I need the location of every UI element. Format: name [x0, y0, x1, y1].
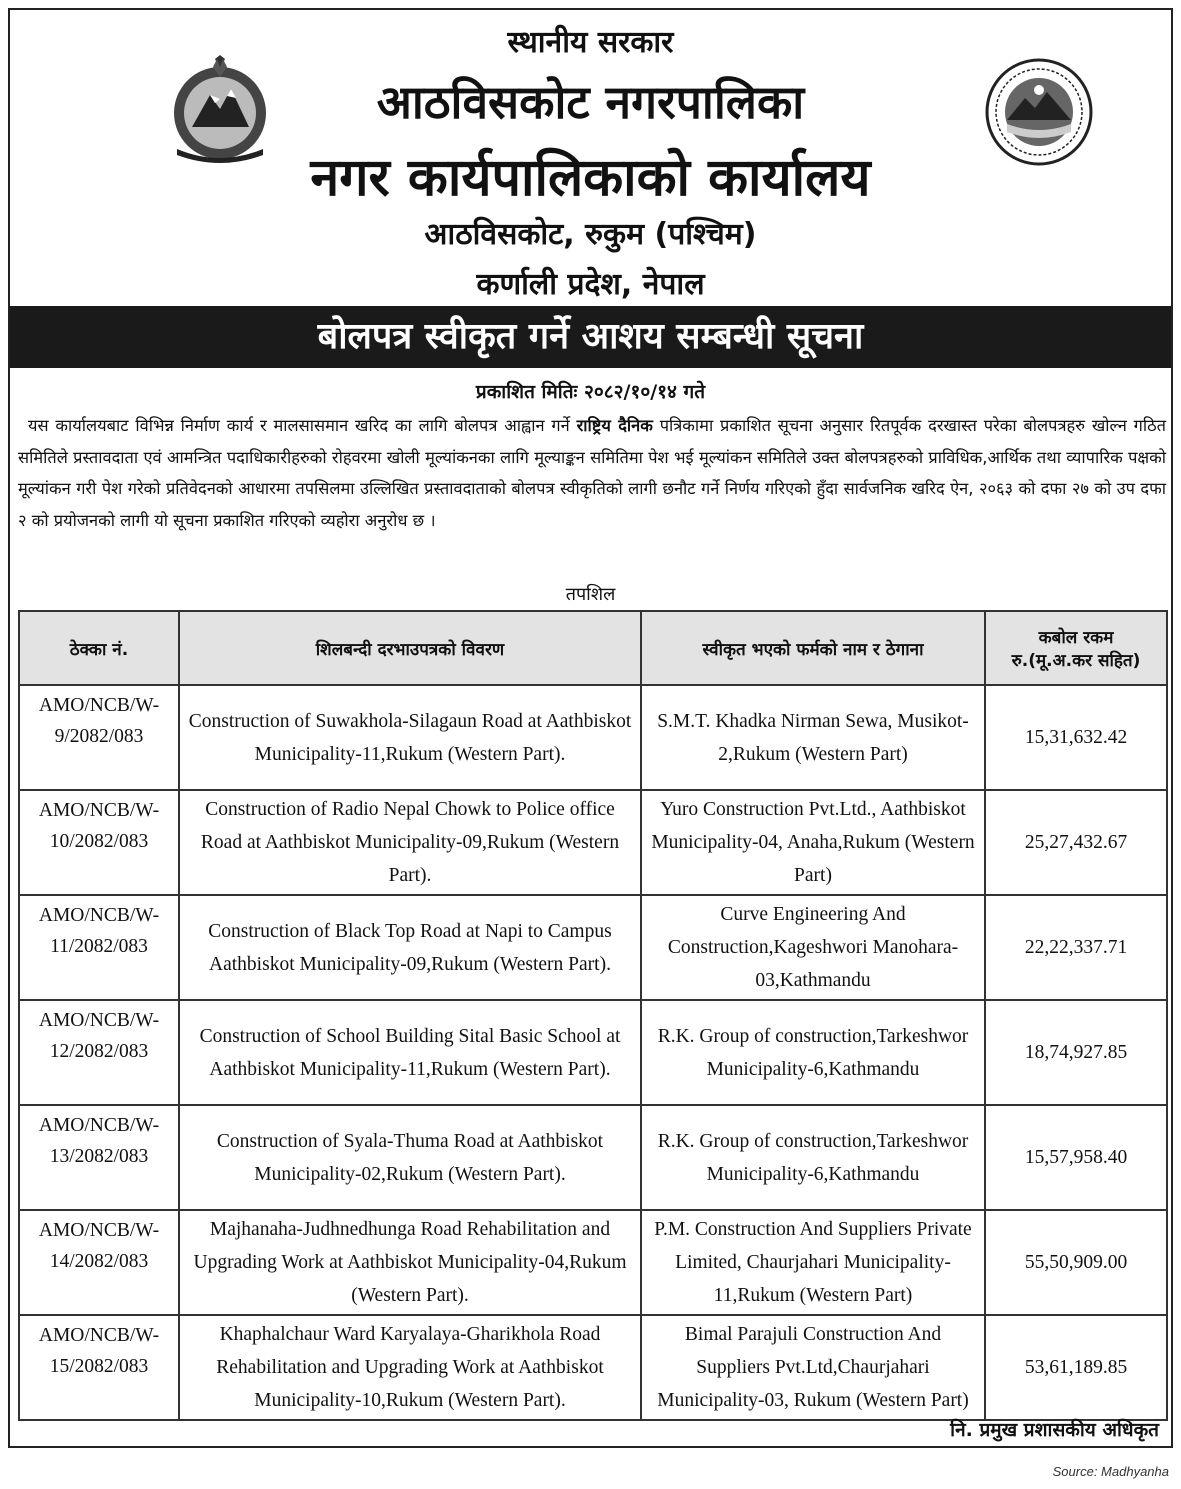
signatory-title: नि. प्रमुख प्रशासकीय अधिकृत	[950, 1419, 1159, 1441]
table-row	[19, 1105, 1167, 1210]
header-amount	[985, 611, 1167, 685]
table-header-row	[19, 611, 1167, 685]
notice-body-newspaper: राष्ट्रिय दैनिक	[576, 416, 653, 435]
cell-description: Construction of Syala-Thuma Road at Aathbiskot Municipality-02,Rukum (Western Part).	[179, 1105, 641, 1210]
cell-amount: 15,57,958.40	[985, 1105, 1167, 1210]
cell-description: Construction of School Building Sital Basic School at Aathbiskot Municipality-11,Rukum (Western Part).	[179, 1000, 641, 1105]
cell-contract-no: AMO/NCB/W-14/2082/083	[19, 1210, 179, 1315]
cell-description: Khaphalchaur Ward Karyalaya-Gharikhola Road Rehabilitation and Upgrading Work at Aathbiskot Municipality-10,Rukum (Western Part).	[179, 1315, 641, 1420]
table-row	[19, 1000, 1167, 1105]
cell-amount: 53,61,189.85	[985, 1315, 1167, 1420]
table-row	[19, 895, 1167, 1000]
cell-contract-no: AMO/NCB/W-13/2082/083	[19, 1105, 179, 1210]
cell-amount: 22,22,337.71	[985, 895, 1167, 1000]
header-amount-line1: कबोल रकम	[1038, 628, 1114, 648]
header-description: शिलबन्दी दरभाउपत्रको विवरण	[179, 611, 641, 685]
header-contract-no: ठेक्का नं.	[19, 611, 179, 685]
cell-contract-no: AMO/NCB/W-15/2082/083	[19, 1315, 179, 1420]
cell-firm: R.K. Group of construction,Tarkeshwor Municipality-6,Kathmandu	[641, 1105, 985, 1210]
notice-body-part1: यस कार्यालयबाट विभिन्न निर्माण कार्य र मालसासमान खरिद का लागि बोलपत्र आह्वान गर्ने	[28, 416, 577, 435]
cell-description: Construction of Suwakhola-Silagaun Road at Aathbiskot Municipality-11,Rukum (Western Part).	[179, 685, 641, 790]
published-date: प्रकाशित मितिः २०८२/१०/१४ गते	[475, 381, 706, 403]
header-address: आठविसकोट, रुकुम (पश्चिम)	[424, 217, 757, 252]
cell-amount: 15,31,632.42	[985, 685, 1167, 790]
cell-amount: 55,50,909.00	[985, 1210, 1167, 1315]
cell-amount: 25,27,432.67	[985, 790, 1167, 895]
cell-contract-no: AMO/NCB/W-11/2082/083	[19, 895, 179, 1000]
source-credit: Source: Madhyanha	[1052, 1464, 1169, 1479]
cell-contract-no: AMO/NCB/W-9/2082/083	[19, 685, 179, 790]
header-office-name: नगर कार्यपालिकाको कार्यालय	[310, 148, 871, 208]
cell-description: Construction of Black Top Road at Napi to Campus Aathbiskot Municipality-09,Rukum (Western Part).	[179, 895, 641, 1000]
table-row	[19, 1210, 1167, 1315]
header-municipality-name: आठविसकोट नगरपालिका	[376, 75, 805, 129]
cell-description: Construction of Radio Nepal Chowk to Police office Road at Aathbiskot Municipality-09,Rukum (Western Part).	[179, 790, 641, 895]
bid-acceptance-table	[18, 610, 1168, 1421]
header-firm: स्वीकृत भएको फर्मको नाम र ठेगाना	[641, 611, 985, 685]
cell-firm: R.K. Group of construction,Tarkeshwor Municipality-6,Kathmandu	[641, 1000, 985, 1105]
notice-body	[18, 410, 1166, 536]
notice-title-banner: बोलपत्र स्वीकृत गर्ने आशय सम्बन्धी सूचना	[10, 306, 1171, 368]
cell-contract-no: AMO/NCB/W-12/2082/083	[19, 1000, 179, 1105]
tapsil-label: तपशिल	[565, 584, 616, 605]
header-amount-line2: रु.(मू.अ.कर सहित)	[1011, 651, 1141, 671]
cell-amount: 18,74,927.85	[985, 1000, 1167, 1105]
cell-firm: Yuro Construction Pvt.Ltd., Aathbiskot Municipality-04, Anaha,Rukum (Western Part)	[641, 790, 985, 895]
header-province: कर्णाली प्रदेश, नेपाल	[476, 267, 705, 302]
cell-firm: S.M.T. Khadka Nirman Sewa, Musikot-2,Rukum (Western Part)	[641, 685, 985, 790]
cell-contract-no: AMO/NCB/W-10/2082/083	[19, 790, 179, 895]
table-row	[19, 1315, 1167, 1420]
cell-firm: Bimal Parajuli Construction And Suppliers Pvt.Ltd,Chaurjahari Municipality-03, Rukum (Western Part)	[641, 1315, 985, 1420]
cell-firm: Curve Engineering And Construction,Kageshwori Manohara-03,Kathmandu	[641, 895, 985, 1000]
header-local-government: स्थानीय सरकार	[507, 25, 674, 60]
notice-body-part2: पत्रिकामा प्रकाशित सूचना अनुसार रितपूर्वक दरखास्त परेका बोलपत्रहरु खोल्न गठित समितिले प्रस्तावदाता एवं आमन्त्रित पदाधिकारीहरुको रोहवरमा खोली मूल्यांकनका लागि मूल्याङ्कन समितिमा पेश भई मूल्यांकन समितिले उक्त बोलपत्रहरुको प्राविधिक,आर्थिक तथा व्यापारिक पक्षको मूल्यांकन गरी पेश गरेको प्रतिवेदनको आधारमा तपसिलमा उल्लिखित प्रस्तावदाताको बोलपत्र स्वीकृतिको लागी छनौट गर्ने निर्णय गरिएको हुँदा सार्वजनिक खरिद ऐन, २०६३ को दफा २७ को उप दफा २ को प्रयोजनको लागी यो सूचना प्रकाशित गरिएको व्यहोरा अनुरोध छ ।	[18, 416, 1166, 530]
cell-description: Majhanaha-Judhnedhunga Road Rehabilitation and Upgrading Work at Aathbiskot Municipality-04,Rukum (Western Part).	[179, 1210, 641, 1315]
table-row	[19, 685, 1167, 790]
cell-firm: P.M. Construction And Suppliers Private Limited, Chaurjahari Municipality-11,Rukum (Western Part)	[641, 1210, 985, 1315]
table-row	[19, 790, 1167, 895]
